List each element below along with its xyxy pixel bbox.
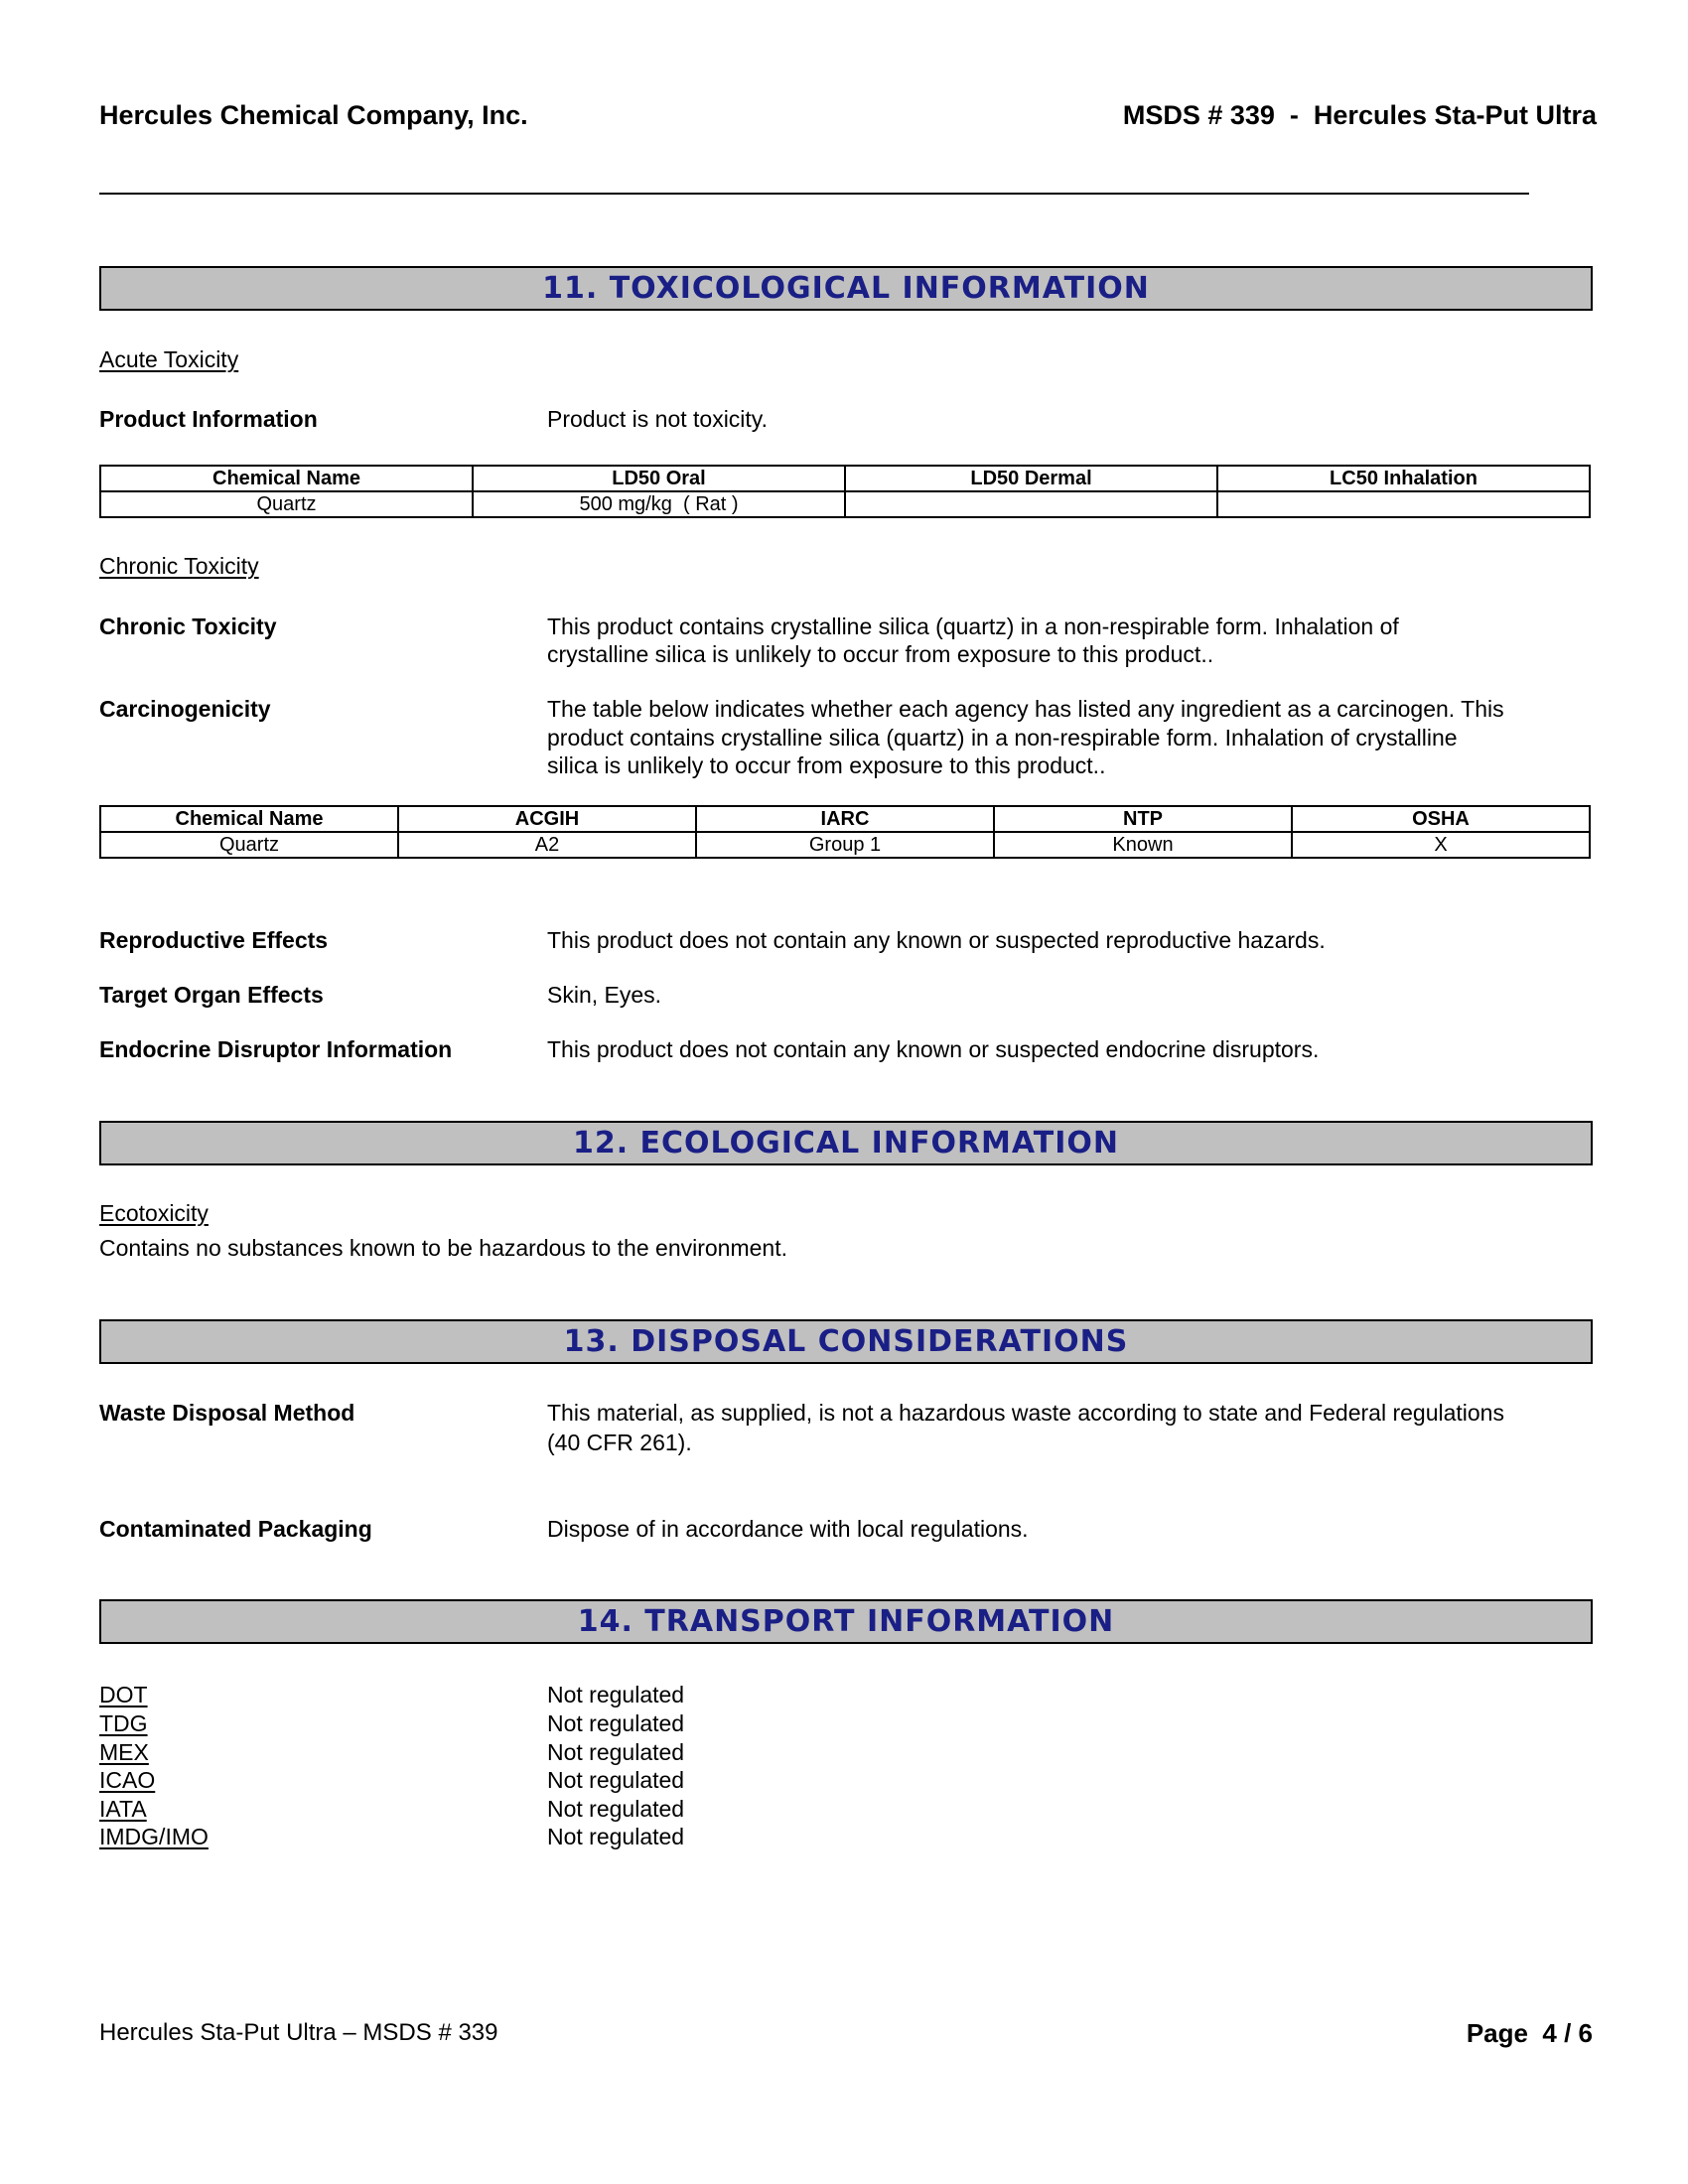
table-header-row xyxy=(100,466,1590,491)
carcinogenicity-label: Carcinogenicity xyxy=(99,696,271,722)
table-header: LD50 Oral xyxy=(473,466,845,491)
chronic-toxicity-label: Chronic Toxicity xyxy=(99,614,277,639)
transport-value: Not regulated xyxy=(547,1710,685,1736)
transport-value: Not regulated xyxy=(547,1767,685,1793)
acute-toxicity-table xyxy=(99,465,1591,518)
packaging-value: Dispose of in accordance with local regulations. xyxy=(547,1516,1029,1542)
reproductive-label: Reproductive Effects xyxy=(99,927,329,953)
table-header: LC50 Inhalation xyxy=(1217,466,1590,491)
transport-label-tdg: TDG xyxy=(99,1710,148,1736)
table-cell: X xyxy=(1292,832,1590,858)
endocrine-label: Endocrine Disruptor Information xyxy=(99,1036,453,1062)
ecotoxicity-heading: Ecotoxicity xyxy=(99,1200,209,1226)
transport-label-dot: DOT xyxy=(99,1682,148,1707)
table-header: NTP xyxy=(994,806,1292,832)
table-header: ACGIH xyxy=(398,806,696,832)
acute-toxicity-heading: Acute Toxicity xyxy=(99,346,239,372)
section-11-title: 11. TOXICOLOGICAL INFORMATION xyxy=(99,266,1593,311)
carc-line: silica is unlikely to occur from exposure to this product.. xyxy=(547,752,1106,778)
endocrine-value: This product does not contain any known or suspected endocrine disruptors. xyxy=(547,1036,1320,1062)
transport-value: Not regulated xyxy=(547,1824,685,1849)
table-header: LD50 Dermal xyxy=(845,466,1217,491)
table-cell xyxy=(1217,491,1590,517)
table-cell: Known xyxy=(994,832,1292,858)
carcinogenicity-table xyxy=(99,805,1591,859)
section-14-title: 14. TRANSPORT INFORMATION xyxy=(99,1599,1593,1644)
section-12-title: 12. ECOLOGICAL INFORMATION xyxy=(99,1121,1593,1165)
msds-title: MSDS # 339 - Hercules Sta-Put Ultra xyxy=(1122,100,1597,130)
footer-page-number: Page 4 / 6 xyxy=(1466,2018,1593,2048)
carc-line: product contains crystalline silica (quartz) in a non-respirable form. Inhalation of crystalline xyxy=(547,725,1458,751)
company-name: Hercules Chemical Company, Inc. xyxy=(99,100,528,130)
product-info-value: Product is not toxicity. xyxy=(547,406,768,432)
table-row xyxy=(100,491,1590,517)
transport-value: Not regulated xyxy=(547,1739,685,1765)
transport-label-imdg: IMDG/IMO xyxy=(99,1824,209,1849)
table-cell: A2 xyxy=(398,832,696,858)
header-rule xyxy=(99,193,1529,195)
transport-label-mex: MEX xyxy=(99,1739,149,1765)
chronic-line: crystalline silica is unlikely to occur from exposure to this product.. xyxy=(547,641,1214,667)
table-cell: Quartz xyxy=(100,491,473,517)
table-header: Chemical Name xyxy=(100,806,398,832)
product-info-label: Product Information xyxy=(99,406,318,432)
table-cell: Quartz xyxy=(100,832,398,858)
waste-line: This material, as supplied, is not a hazardous waste according to state and Federal regulations xyxy=(547,1400,1504,1426)
table-cell: Group 1 xyxy=(696,832,994,858)
transport-value: Not regulated xyxy=(547,1682,685,1707)
packaging-label: Contaminated Packaging xyxy=(99,1516,372,1542)
table-header: OSHA xyxy=(1292,806,1590,832)
footer-document-name: Hercules Sta-Put Ultra – MSDS # 339 xyxy=(99,2019,498,2046)
table-header: IARC xyxy=(696,806,994,832)
waste-line: (40 CFR 261). xyxy=(547,1430,692,1455)
table-cell xyxy=(845,491,1217,517)
ecotoxicity-text: Contains no substances known to be hazardous to the environment. xyxy=(99,1235,787,1261)
table-header-row xyxy=(100,806,1590,832)
reproductive-value: This product does not contain any known or suspected reproductive hazards. xyxy=(547,927,1326,953)
section-13-title: 13. DISPOSAL CONSIDERATIONS xyxy=(99,1319,1593,1364)
chronic-toxicity-heading: Chronic Toxicity xyxy=(99,553,259,579)
carc-line: The table below indicates whether each agency has listed any ingredient as a carcinogen. This xyxy=(547,696,1504,722)
transport-label-iata: IATA xyxy=(99,1796,147,1822)
table-row xyxy=(100,832,1590,858)
target-organ-label: Target Organ Effects xyxy=(99,982,324,1008)
waste-disposal-label: Waste Disposal Method xyxy=(99,1400,355,1426)
chronic-line: This product contains crystalline silica (quartz) in a non-respirable form. Inhalation of xyxy=(547,614,1399,639)
transport-value: Not regulated xyxy=(547,1796,685,1822)
table-header: Chemical Name xyxy=(100,466,473,491)
table-cell: 500 mg/kg ( Rat ) xyxy=(473,491,845,517)
target-organ-value: Skin, Eyes. xyxy=(547,982,662,1008)
transport-label-icao: ICAO xyxy=(99,1767,156,1793)
